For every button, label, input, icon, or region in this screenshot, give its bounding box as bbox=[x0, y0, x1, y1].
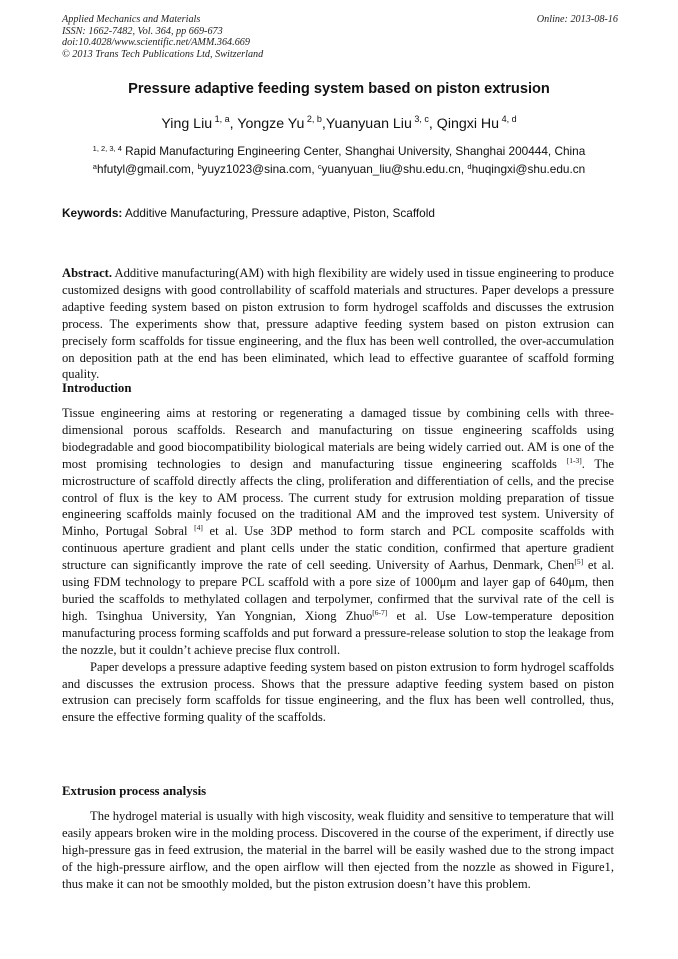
citation[interactable]: [5] bbox=[574, 557, 584, 567]
paragraph-text: . The microstructure of scaffold directly affects the cling, proliferation and differentiation of cells, and the precise control of flux is the key to AM process. The current study for extrusion molding preparation of tissue engineering scaffolds mainly focused on the traditional AM and the improved test system. University of Minho, Portugal Sobral bbox=[62, 456, 614, 539]
paragraph: The hydrogel material is usually with high viscosity, weak fluidity and sensitive to temperature that will easily appears broken wire in the molding process. Discovered in the course of the experiment, if directly use high-pressure gas in feed extrusion, the material in the barrel will be easily washed due to the strong impact of the high-pressure airflow, and the open airflow will then ejected from the nozzle as showed in Figure1, thus make it can not be smoothly molded, but the piston extrusion doesn’t have this problem. bbox=[62, 809, 614, 891]
author-sup: 3, c bbox=[414, 114, 429, 124]
abstract bbox=[62, 265, 614, 383]
email-sup: c bbox=[317, 162, 322, 171]
running-header bbox=[62, 14, 618, 60]
affiliation-text: Rapid Manufacturing Engineering Center, Shanghai University, Shanghai 200444, China bbox=[125, 144, 586, 158]
author-name: Yongze Yu bbox=[237, 116, 305, 132]
email-line bbox=[0, 160, 678, 178]
email-address[interactable]: yuyz1023@sina.com bbox=[201, 162, 312, 176]
email-sup: b bbox=[197, 162, 202, 171]
author-name: Yuanyuan Liu bbox=[325, 116, 412, 132]
email-sup: d bbox=[467, 162, 472, 171]
affiliation-sup: 1, 2, 3, 4 bbox=[92, 144, 122, 153]
author-sep: , bbox=[428, 116, 437, 132]
email-address[interactable]: hfutyl@gmail.com bbox=[96, 162, 191, 176]
citation[interactable]: [4] bbox=[194, 523, 203, 533]
email-sep: , bbox=[311, 162, 318, 176]
paragraph-text: et al. using FDM technology to prepare PCL scaffold with a pore size of 1000μm and layer gap of 640μm, then buried the scaffolds to methylated collagen and terpolymer, confirmed that the survival rate of the cell is high. Tsinghua University, Yan Yongnian, Xiong Zhuo bbox=[62, 558, 614, 623]
affiliation-line bbox=[0, 142, 678, 160]
citation[interactable]: [1-3] bbox=[566, 455, 582, 465]
abstract-label: Abstract. bbox=[62, 266, 113, 280]
author-sup: 2, b bbox=[306, 114, 322, 124]
issn-line: ISSN: 1662-7482, Vol. 364, pp 669-673 bbox=[62, 25, 223, 37]
extrusion-body bbox=[62, 808, 614, 893]
author-sep: , bbox=[229, 116, 238, 132]
email-sep: , bbox=[190, 162, 198, 176]
citation[interactable]: [6-7] bbox=[372, 607, 388, 617]
journal-name: Applied Mechanics and Materials bbox=[62, 14, 201, 25]
abstract-text: Additive manufacturing(AM) with high flexibility are widely used in tissue engineering to produce customized designs with good controllability of scaffold materials and structures. Paper develops a pressure adaptive feeding system based on piston extrusion to form hydrogel scaffolds and discusses the extrusion process. The experiments show that, pressure adaptive feeding system based on piston extrusion can precisely form scaffolds for tissue engineering, and the flux has been well controlled, the over-accumulation on deposition path at the end has been eliminated, which lead to effective guarantee of scaffold forming quality. bbox=[62, 266, 614, 382]
author-list bbox=[0, 116, 678, 132]
paragraph-text: et al. Use 3DP method to form starch and PCL composite scaffolds with continuous aperture gradient and plant cells under the static condition, confirmed that aperture gradient structure can significantly improve the rate of cell seeding. University of Aarhus, Denmark, Chen bbox=[62, 524, 614, 573]
section-heading-introduction: Introduction bbox=[62, 381, 132, 395]
author-sep: , bbox=[321, 116, 326, 132]
keywords bbox=[62, 206, 618, 220]
doi-line: doi:10.4028/www.scientific.net/AMM.364.669 bbox=[62, 37, 250, 48]
email-sup: a bbox=[92, 162, 97, 171]
paragraph: Paper develops a pressure adaptive feeding system based on piston extrusion to form hydrogel scaffolds and discusses the extrusion process. Shows that the pressure adaptive feeding system based on piston extrusion can precisely form scaffolds for tissue engineering, and the flux has been well controlled, thus, ensure the effective forming quality of the scaffolds. bbox=[62, 659, 614, 725]
paper-title: Pressure adaptive feeding system based on piston extrusion bbox=[128, 81, 550, 97]
author-sup: 4, d bbox=[501, 114, 517, 124]
keywords-label: Keywords: bbox=[62, 206, 123, 220]
keywords-text: Additive Manufacturing, Pressure adaptive, Piston, Scaffold bbox=[124, 206, 435, 220]
copyright-line: © 2013 Trans Tech Publications Ltd, Switzerland bbox=[62, 48, 264, 60]
online-date: Online: 2013-08-16 bbox=[536, 14, 618, 25]
paragraph bbox=[62, 405, 614, 659]
paragraph-text: et al. Use Low-temperature deposition manufacturing process forming scaffolds and put forward a pressure-release solution to stop the leakage from the nozzle, but it couldn’t achieve precise flux controll. bbox=[62, 608, 614, 657]
section-heading-extrusion: Extrusion process analysis bbox=[62, 784, 207, 798]
author-name: Qingxi Hu bbox=[436, 116, 500, 132]
affiliation-block bbox=[0, 142, 678, 178]
author-sup: 1, a bbox=[214, 114, 230, 124]
email-address[interactable]: yuanyuan_liu@shu.edu.cn bbox=[321, 162, 461, 176]
paragraph-text: Tissue engineering aims at restoring or regenerating a damaged tissue by combining cells with three-dimensional porous scaffolds. Research and manufacturing on tissue engineering scaffolds using biodegradable and good biocompatibility biological materials are being widely carried out. AM is one of the most promising technologies to design and manufacturing tissue engineering scaffolds bbox=[62, 406, 614, 471]
email-address[interactable]: huqingxi@shu.edu.cn bbox=[471, 162, 586, 176]
email-sep: , bbox=[460, 162, 468, 176]
introduction-body bbox=[62, 405, 614, 726]
author-name: Ying Liu bbox=[161, 116, 213, 132]
